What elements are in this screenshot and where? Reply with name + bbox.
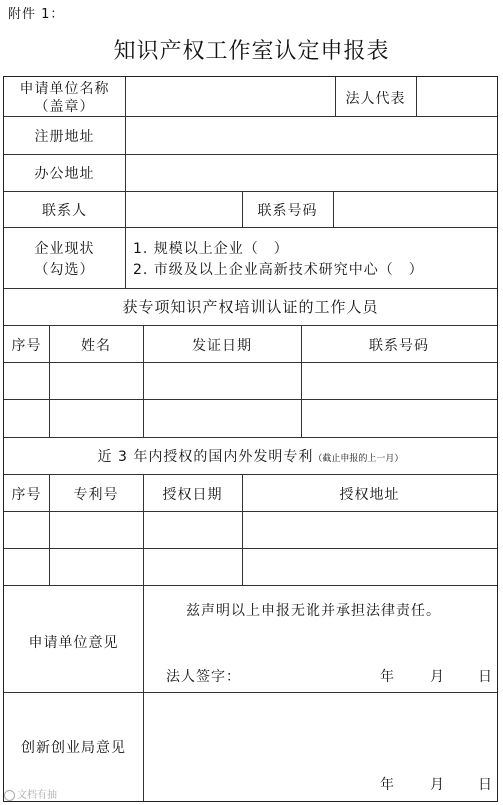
application-form-table xyxy=(3,76,498,802)
patent-header-number: 专利号 xyxy=(73,487,119,503)
form-title: 知识产权工作室认定申报表 xyxy=(113,39,390,64)
contact-person-label: 联系人 xyxy=(42,203,87,219)
bureau-date-day: 日 xyxy=(478,777,493,793)
patent-section-title: 近 3 年内授权的国内外发明专利 xyxy=(97,449,314,465)
staff-header-name: 姓名 xyxy=(81,338,111,354)
watermark xyxy=(4,786,57,801)
date-year: 年 xyxy=(380,669,395,685)
row-divider xyxy=(4,362,497,363)
col-divider xyxy=(125,77,126,227)
staff-header-no: 序号 xyxy=(11,338,42,354)
staff-header-issue-date: 发证日期 xyxy=(192,338,252,354)
applicant-unit-seal-note: （盖章） xyxy=(34,99,95,115)
row-divider xyxy=(4,585,497,586)
row-divider xyxy=(4,548,497,549)
patent-section-note: （截止申报的上一月） xyxy=(313,454,404,464)
patent-section-heading xyxy=(4,446,497,466)
row-divider xyxy=(4,692,497,693)
patent-header-grant-address: 授权地址 xyxy=(339,487,400,503)
watermark-text: 文档有抽 xyxy=(17,790,57,801)
applicant-unit-label: 申请单位名称 xyxy=(19,81,110,97)
row-divider xyxy=(4,474,497,475)
patent-header-grant-date: 授权日期 xyxy=(162,487,223,503)
signature-label: 法人签字： xyxy=(166,669,241,685)
row-divider xyxy=(4,116,497,117)
staff-header-phone: 联系号码 xyxy=(369,338,429,354)
date-month: 月 xyxy=(430,669,445,685)
declaration-text: 兹声明以上申报无讹并承担法律责任。 xyxy=(186,603,441,619)
status-option-1[interactable]: 1. 规模以上企业（ ） xyxy=(133,241,289,257)
row-divider xyxy=(4,399,497,400)
reg-address-label: 注册地址 xyxy=(34,129,95,145)
enterprise-status-note: （勾选） xyxy=(34,262,95,278)
row-divider xyxy=(4,154,497,155)
patent-header-no: 序号 xyxy=(11,487,42,503)
bureau-opinion-label: 创新创业局意见 xyxy=(21,740,126,756)
row-divider xyxy=(4,325,497,326)
bureau-date-month: 月 xyxy=(430,777,445,793)
row-divider xyxy=(4,227,497,228)
col-divider xyxy=(333,191,334,227)
bureau-date-year: 年 xyxy=(380,777,395,793)
contact-phone-label: 联系号码 xyxy=(257,203,318,219)
watermark-icon xyxy=(4,790,15,801)
col-divider xyxy=(143,585,144,801)
status-option-2[interactable]: 2. 市级及以上企业高新技术研究中心（ ） xyxy=(133,262,424,278)
date-day: 日 xyxy=(478,669,493,685)
row-divider xyxy=(4,437,497,438)
row-divider xyxy=(4,511,497,512)
row-divider xyxy=(4,288,497,289)
col-divider xyxy=(125,227,126,288)
staff-section-heading: 获专项知识产权培训认证的工作人员 xyxy=(122,298,379,316)
col-divider xyxy=(416,77,417,116)
applicant-opinion-label: 申请单位意见 xyxy=(28,635,119,651)
attachment-label: 附件 1： xyxy=(8,7,65,22)
row-divider xyxy=(4,191,497,192)
enterprise-status-label: 企业现状 xyxy=(34,241,95,257)
legal-rep-label: 法人代表 xyxy=(345,91,406,107)
office-address-label: 办公地址 xyxy=(34,166,95,182)
